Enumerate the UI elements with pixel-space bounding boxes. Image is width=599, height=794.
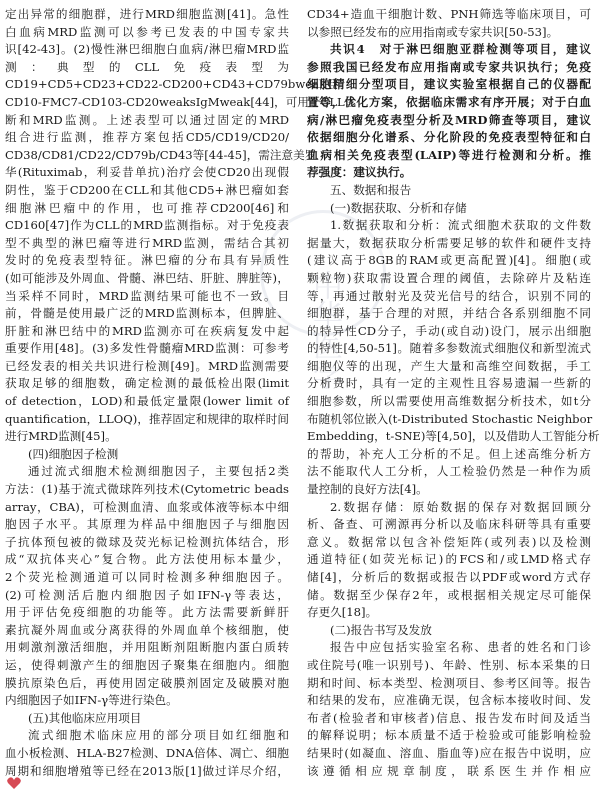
text-line: CD19+CD5+CD23+CD22-CD200+CD43+CD79bweak且 [5,77,338,92]
text-line: CD38/CD81/CD22/CD79b/CD43等[44-45]，需注意美罗 [5,147,317,162]
text-line: 或住院号(唯一识别号)、年龄、性别、标本采集的日 [307,657,591,672]
text-line: 肝脏和淋巴结中的MRD监测亦可在疾病复发中起 [5,323,289,338]
text-line: 法不能取代人工分析，人工检验仍然是一种作为质 [307,464,591,479]
text-line: 报告中应包括实验室名称、患者的姓名和门诊 [330,640,591,655]
text-line: 量控制的良好方法[4]。 [307,482,428,497]
text-line: 子抗体预包被的微球及荧光标记检测抗体结合，形 [5,534,289,549]
text-line: 内细胞因子如IFN-γ等进行染色。 [5,693,178,708]
text-line: 参照我国已经发布应用指南或专家共识执行；免疫 [307,59,591,74]
text-line: (2)可检测活后胞内细胞因子如IFN-γ等表达， [5,587,289,602]
text-line: 已经发表的相关共识进行检测[49]。MRD监测需要 [5,358,289,373]
text-line: 通过流式细胞术检测细胞因子，主要包括2类 [28,464,289,479]
text-line: 断和MRD监测。上述表型可以通过固定的MRD [5,112,289,127]
text-line: 的帮助，补充人工分析的不足。但上述高维分析方 [307,446,591,461]
text-line: 测：典型的CLL免疫表型为 [5,59,289,74]
text-line: 的解释说明；标本质量不适于检验或可能影响检验 [307,728,591,743]
text-line: 细胞群，基于合理的对照，并结合各系别细胞不同 [307,306,591,321]
text-line: 发时的免疫表型特征。淋巴瘤的分布具有异质性 [5,253,289,268]
text-line: 的特性[4,50-51]。随着多参数流式细胞仪和新型流式 [307,341,591,356]
text-line: (一)数据获取、分析和存储 [330,200,467,215]
text-line: 运，使得刺激产生的细胞因子聚集在细胞内。细胞 [5,657,289,672]
text-line: 病/淋巴瘤免疫表型分析及MRD筛查等项目，建议 [307,112,591,127]
text-line: 阴性，鉴于CD200在CLL和其他CD5+淋巴瘤如套 [5,182,289,197]
text-line: 等，再通过散射光及荧光信号的结合，识别不同的 [307,288,591,303]
text-line: 和结果的发布，应准确无误，包含标本接收时间、发 [307,693,591,708]
text-line: array，CBA)，可检测血清、血浆或体液等标本中细 [5,499,289,514]
text-line: 华(Rituximab，利妥昔单抗)治疗会使CD20出现假 [5,165,289,180]
text-line: 周期和细胞增殖等已经在2013版[1]做过详尽介绍， [5,763,289,778]
text-line: 存更久[18]。 [307,605,378,620]
watermark-text: 中华医学 [307,270,342,390]
text-line: (建议高于8GB的RAM或更高配置)[4]。细胞(或 [307,253,591,268]
text-line: CD10-FMC7-CD103-CD20weaksIgMweak[44]，可用于CLL诊 [5,94,357,109]
text-line: 获取足够的细胞数，确定检测的最低检出限(limit [5,376,289,391]
text-line: 2个荧光检测通道可以同时检测多种细胞因子。 [5,570,289,584]
text-line: 前，骨髓是使用最广泛的MRD监测标本，但脾脏、 [5,306,289,321]
publisher-logo-icon [6,776,22,790]
text-line: 方法：(1)基于流式微球阵列技术(Cytometric beads [5,482,289,497]
text-line: CD160[47]作为CLL的MRD监测指标。对于免疫表 [5,218,289,233]
text-line: 当采样不同时，MRD监测结果可能也不一致。目 [5,288,289,303]
text-line: 期和时间、标本类型、检测项目、参考区间等。报告 [307,675,591,690]
text-line: 组合进行监测，推荐方案包括CD5/CD19/CD20/ [5,130,289,145]
text-line: 五、数据和报告 [330,182,412,197]
text-line: 2.数据存储：原始数据的保存对数据回顾分 [330,499,591,514]
text-line: 1.数据获取和分析：流式细胞术获取的文件数 [330,218,591,233]
text-line: 共识4 对于淋巴细胞亚群检测等项目，建议 [330,42,591,57]
text-line: 识[42-43]。(2)慢性淋巴细胞白血病/淋巴瘤MRD监 [5,42,289,57]
text-line: 重要作用[48]。(3)多发性骨髓瘤MRD监测：可参考 [5,341,289,356]
text-line: 白血病MRD监测可以参考已发表的中国专家共 [5,24,289,39]
text-line: 依据细胞分化谱系、分化阶段的免疫表型特征和白 [307,130,591,145]
text-line: 细胞精细分型项目，建议实验室根据自己的仪器配 [307,77,591,92]
text-line: 血病相关免疫表型(LAIP)等进行检测和分析。推 [307,147,591,162]
text-line: (如可能涉及外周血、骨髓、淋巴结、肝脏、脾脏等)， [5,270,289,285]
text-line: 细胞参数，所以需要使用高维数据分析技术，如t分 [307,394,591,409]
text-line: 布者(检验者和审核者)信息、报告发布时间及适当 [307,710,591,725]
right-text-column [307,6,599,780]
text-line: 细胞淋巴瘤中的作用，也可推荐CD200[46]和 [5,200,289,215]
text-line: 胞因子水平。其原理为样品中细胞因子与细胞因 [5,517,289,532]
text-line: 细胞仪等的出现，产生大量和高维空间数据，手工 [307,358,591,373]
text-line: 置等，优化方案，依据临床需求有序开展；对于白血 [307,94,591,109]
text-line: 的特异性CD分子，手动(或自动)设门，展示出细胞 [307,323,591,338]
text-line: 血小板检测、HLA-B27检测、DNA倍体、凋亡、细胞 [5,745,289,760]
text-line: 析、备查、可溯源再分析以及临床科研等具有重要 [307,517,591,532]
text-line: 通道特征(如荧光标记)的FCS和/或LMD格式存 [307,552,591,567]
text-line: of detection，LOD)和最低定量限(lower limit of [5,394,289,409]
text-line: (四)细胞因子检测 [28,446,119,461]
text-line: 布随机邻位嵌入(t-Distributed Stochastic Neighbor [307,411,593,426]
text-line: 素抗凝外周血或分离获得的外周血单个核细胞，使 [5,622,289,637]
text-line: 颗粒物)获取需设置合理的阈值，去除碎片及粘连 [307,270,591,285]
text-line: 进行MRD监测[45]。 [5,429,117,444]
text-line: (二)报告书写及发放 [330,622,432,637]
text-line: 该遵循相应规章制度，联系医生并作相应 [307,763,591,778]
text-line: 定出异常的细胞群，进行MRD细胞监测[41]。急性 [5,7,289,21]
text-line: quantification，LLOQ)，推荐固定和规律的取样时间 [5,411,289,426]
text-line: 膜抗原染色后，再使用固定破膜剂固定及破膜对胞 [5,675,289,690]
text-line: CD34+造血干细胞计数、PNH筛选等临床项目，可 [307,7,591,21]
text-line: 储。数据至少保存2年，或根据相关规定尽可能保 [307,587,591,602]
text-line: 荐强度：建议执行。 [307,165,412,180]
text-line: (五)其他临床应用项目 [28,710,142,725]
text-line: 成“双抗体夹心”复合物。此方法使用标本量少， [5,552,289,567]
text-line: 用于评估免疫细胞的功能等。此方法需要新鲜肝 [5,605,289,620]
text-line: 意义。数据常以包含补偿矩阵(或列表)以及检测 [307,534,591,549]
text-line: 型不典型的淋巴瘤等进行MRD监测，需结合其初 [5,235,289,250]
text-line: 用刺激剂激活细胞，并用阻断剂阻断胞内蛋白质转 [5,640,289,655]
text-line: 分析费时，具有一定的主观性且容易遗漏一些新的 [307,376,591,391]
text-line: 储[4]，分析后的数据或报告以PDF或word方式存 [307,570,591,584]
text-line: Embedding，t-SNE)等[4,50]，以及借助人工智能分析 [307,429,599,444]
text-line: 据量大，数据获取分析需要足够的软件和硬件支持 [307,235,591,250]
text-line: 以参照已经发布的应用指南或专家共识[50-53]。 [307,24,559,39]
text-line: 流式细胞术临床应用的部分项目如红细胞和 [28,728,289,743]
text-line: 结果时(如凝血、溶血、脂血等)应在报告中说明，应 [307,745,591,760]
